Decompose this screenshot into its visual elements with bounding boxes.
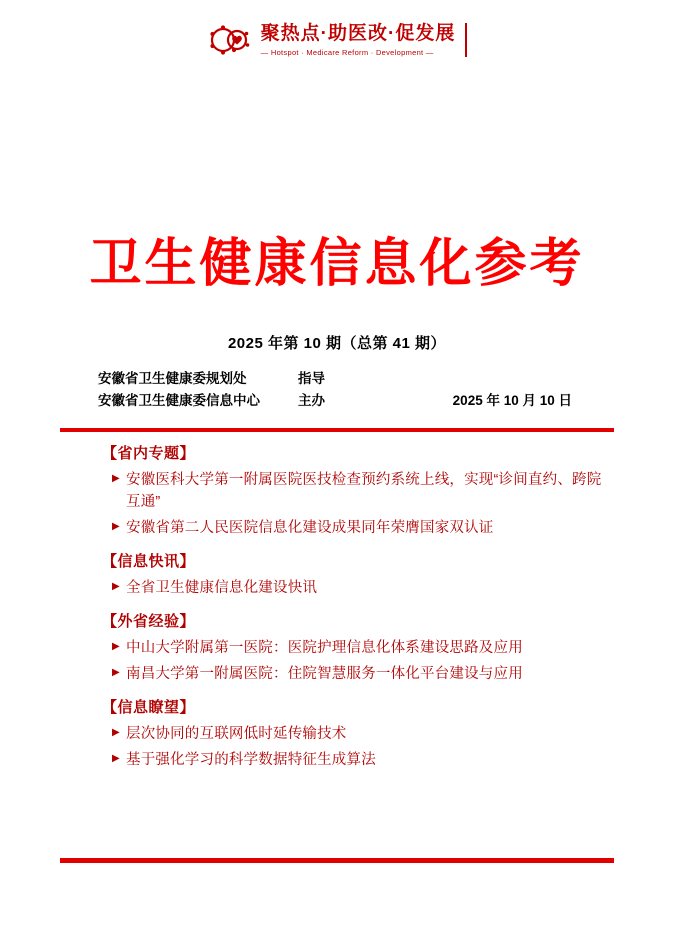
entry-title: 安徽医科大学第一附属医院医技检查预约系统上线，实现“诊间直约、跨院互通”	[126, 472, 602, 511]
publisher-org: 安徽省卫生健康委规划处	[98, 371, 247, 386]
list-item[interactable]	[112, 517, 602, 539]
contents-section	[96, 696, 602, 771]
entry-title: 中山大学附属第一医院：医院护理信息化体系建设思路及应用	[126, 640, 523, 657]
entry-title: 层次协同的互联网低时延传输技术	[126, 726, 347, 743]
triangle-bullet-icon: ▶	[112, 753, 120, 765]
divider-bottom	[60, 858, 614, 863]
list-item[interactable]	[112, 469, 602, 513]
contents-section	[96, 550, 602, 599]
list-item[interactable]	[112, 749, 602, 771]
contents-section	[96, 442, 602, 539]
publisher-role: 指导	[298, 371, 325, 386]
entry-title: 南昌大学第一附属医院：住院智慧服务一体化平台建设与应用	[126, 666, 523, 683]
triangle-bullet-icon: ▶	[112, 581, 120, 593]
list-item[interactable]	[112, 723, 602, 745]
table-of-contents	[96, 436, 602, 782]
section-heading: 【省内专题】	[102, 445, 196, 462]
masthead-inner	[207, 20, 468, 60]
list-item[interactable]	[112, 577, 602, 599]
publication-date: 2025 年 10 月 10 日	[452, 393, 572, 409]
page-title: 卫生健康信息化参考	[89, 235, 585, 293]
divider-top	[60, 428, 614, 432]
gear-heart-logo-icon	[207, 20, 253, 60]
brand-title: 聚热点·助医改·促发展	[260, 23, 456, 45]
publisher-block	[98, 368, 584, 413]
section-heading: 【信息瞭望】	[102, 699, 196, 717]
list-item[interactable]	[112, 663, 602, 685]
triangle-bullet-icon: ▶	[112, 521, 120, 533]
publisher-row	[98, 368, 584, 390]
contents-section	[96, 610, 602, 685]
publisher-org: 安徽省卫生健康委信息中心	[98, 393, 260, 409]
triangle-bullet-icon: ▶	[112, 641, 120, 653]
entry-title: 安徽省第二人民医院信息化建设成果同年荣膺国家双认证	[126, 520, 494, 537]
publisher-row	[98, 390, 584, 412]
section-heading: 【信息快讯】	[102, 553, 196, 571]
triangle-bullet-icon: ▶	[112, 667, 120, 679]
entry-title: 全省卫生健康信息化建设快讯	[126, 580, 318, 597]
section-heading: 【外省经验】	[102, 613, 196, 631]
publisher-role: 主办	[298, 393, 325, 409]
issue-number: 2025 年第 10 期（总第 41 期）	[227, 335, 447, 352]
brand-text	[261, 23, 468, 57]
triangle-bullet-icon: ▶	[112, 727, 120, 739]
brand-subtitle: — Hotspot · Medicare Reform · Development —	[260, 47, 434, 57]
list-item[interactable]	[112, 637, 602, 659]
triangle-bullet-icon: ▶	[112, 473, 120, 484]
entry-title: 基于强化学习的科学数据特征生成算法	[126, 752, 376, 769]
masthead	[0, 14, 674, 66]
